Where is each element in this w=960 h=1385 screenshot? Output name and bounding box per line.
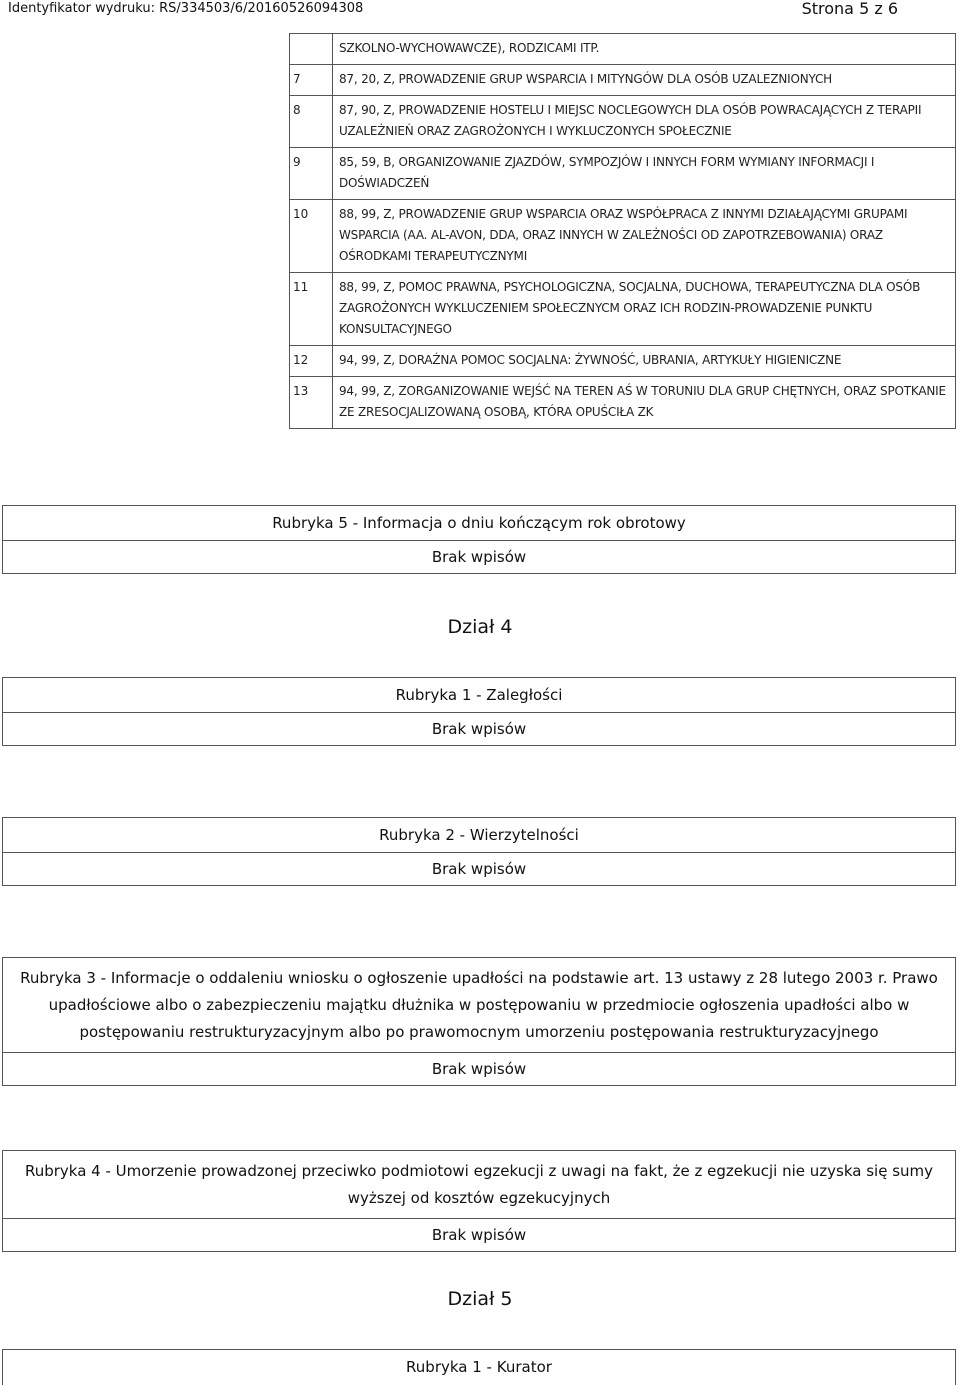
activity-table xyxy=(289,33,956,429)
table-row xyxy=(290,200,956,273)
row-description: 88, 99, Z, POMOC PRAWNA, PSYCHOLOGICZNA, SOCJALNA, DUCHOWA, TERAPEUTYCZNA DLA OSÓB ZAGROŻONYCH WYKLUCZENIEM SPOŁECZNYCM ORAZ ICH RODZIN-PROWADZENIE PUNKTU KONSULTACYJNEGO xyxy=(333,273,956,346)
row-description: 85, 59, B, ORGANIZOWANIE ZJAZDÓW, SYMPOZJÓW I INNYCH FORM WYMIANY INFORMACJI I DOŚWIADCZEŃ xyxy=(333,148,956,200)
section-empty-note: Brak wpisów xyxy=(431,1226,527,1244)
section-empty-note: Brak wpisów xyxy=(431,720,527,738)
section-empty-note: Brak wpisów xyxy=(431,548,527,566)
row-description: SZKOLNO-WYCHOWAWCZE), RODZICAMI ITP. xyxy=(333,34,956,65)
table-row xyxy=(290,148,956,200)
print-identifier: Identyfikator wydruku: RS/334503/6/20160526094308 xyxy=(8,1,364,16)
table-row xyxy=(290,65,956,96)
section-title: Rubryka 1 - Zaległości xyxy=(3,678,955,713)
row-number: 11 xyxy=(290,273,333,346)
row-description: 88, 99, Z, PROWADZENIE GRUP WSPARCIA ORAZ WSPÓŁPRACA Z INNYMI DZIAŁAJĄCYMI GRUPAMI WSPARCIA (AA. AL-AVON, DDA, ORAZ INNYCH W ZALEŻNOŚCI OD ZAPOTRZEBOWANIA) ORAZ OŚRODKAMI TERAPEUTYCZNYMI xyxy=(333,200,956,273)
dzial-4-heading: Dział 4 xyxy=(447,616,513,638)
section-empty-note: Brak wpisów xyxy=(431,1060,527,1078)
section-title: Rubryka 2 - Wierzytelności xyxy=(3,818,955,853)
section-title: Rubryka 4 - Umorzenie prowadzonej przeciwko podmiotowi egzekucji z uwagi na fakt, że z egzekucji nie uzyska się sumy wyższej od kosztów egzekucyjnych xyxy=(3,1151,955,1219)
table-row xyxy=(290,273,956,346)
section-rubryka-5 xyxy=(2,505,956,574)
row-number: 10 xyxy=(290,200,333,273)
table-row xyxy=(290,96,956,148)
row-number: 9 xyxy=(290,148,333,200)
section-rubryka-1 xyxy=(2,677,956,746)
section-title: Rubryka 5 - Informacja o dniu kończącym rok obrotowy xyxy=(3,506,955,541)
row-number: 13 xyxy=(290,377,333,429)
section-rubryka-2 xyxy=(2,817,956,886)
row-description: 87, 20, Z, PROWADZENIE GRUP WSPARCIA I MITYNGÓW DLA OSÓB UZALEZNIONYCH xyxy=(333,65,956,96)
page-number: Strona 5 z 6 xyxy=(801,0,898,18)
section-kurator xyxy=(2,1349,956,1385)
section-title: Rubryka 1 - Kurator xyxy=(3,1350,955,1384)
row-description: 87, 90, Z, PROWADZENIE HOSTELU I MIEJSC NOCLEGOWYCH DLA OSÓB POWRACAJĄCYCH Z TERAPII UZALEŻNIEŃ ORAZ ZAGROŻONYCH I WYKLUCZONYCH SPOŁECZNIE xyxy=(333,96,956,148)
section-title: Rubryka 3 - Informacje o oddaleniu wniosku o ogłoszenie upadłości na podstawie art. 13 ustawy z 28 lutego 2003 r. Prawo upadłościowe albo o zabezpieczeniu majątku dłużnika w postępowaniu w przedmiocie ogłoszenia upadłości albo w postępowaniu restrukturyzacyjnym albo po prawomocnym umorzeniu postępowania restrukturyzacyjnego xyxy=(3,958,955,1053)
dzial-5-heading: Dział 5 xyxy=(447,1288,513,1310)
row-number: 12 xyxy=(290,346,333,377)
row-number: 8 xyxy=(290,96,333,148)
section-rubryka-4 xyxy=(2,1150,956,1252)
table-row xyxy=(290,377,956,429)
row-number xyxy=(290,34,333,65)
section-empty-note: Brak wpisów xyxy=(431,860,527,878)
table-row xyxy=(290,34,956,65)
section-rubryka-3 xyxy=(2,957,956,1086)
row-description: 94, 99, Z, DORAŹNA POMOC SOCJALNA: ŻYWNOŚĆ, UBRANIA, ARTYKUŁY HIGIENICZNE xyxy=(333,346,956,377)
table-row xyxy=(290,346,956,377)
row-number: 7 xyxy=(290,65,333,96)
row-description: 94, 99, Z, ZORGANIZOWANIE WEJŚĆ NA TEREN AŚ W TORUNIU DLA GRUP CHĘTNYCH, ORAZ SPOTKANIE ZE ZRESOCJALIZOWANĄ OSOBĄ, KTÓRA OPUŚCIŁA ZK xyxy=(333,377,956,429)
